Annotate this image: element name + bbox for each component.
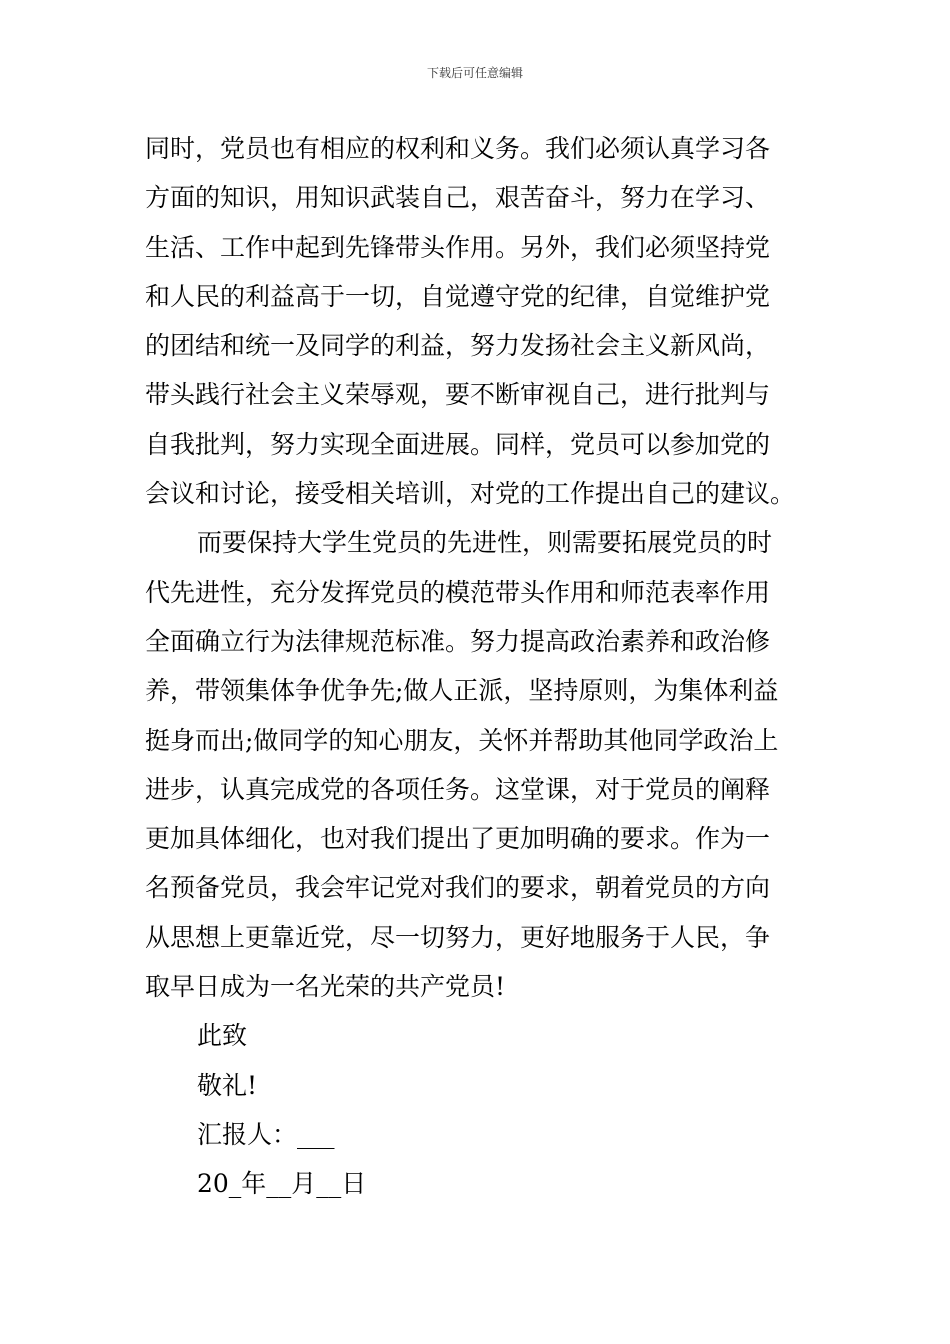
paragraph-line: 和人民的利益高于一切，自觉遵守党的纪律，自觉维护党 (145, 281, 771, 311)
paragraph-line: 同时，党员也有相应的权利和义务。我们必须认真学习各 (145, 134, 771, 163)
date-line: 20_年__月__日 (197, 1169, 367, 1199)
closing-line: 此致 (197, 1021, 248, 1051)
salute-line: 敬礼! (197, 1070, 258, 1100)
paragraph-line: 从思想上更靠近党，尽一切努力，更好地服务于人民，争 (145, 922, 771, 952)
paragraph-line: 养，带领集体争优争先;做人正派，坚持原则，为集体利益 (145, 676, 779, 706)
paragraph-line: 更加具体细化，也对我们提出了更加明确的要求。作为一 (145, 824, 771, 854)
paragraph-line: 挺身而出;做同学的知心朋友，关怀并帮助其他同学政治上 (145, 725, 779, 755)
paragraph-line: 而要保持大学生党员的先进性，则需要拓展党员的时 (197, 528, 773, 558)
paragraph-line: 自我批判，努力实现全面进展。同样，党员可以参加党的 (145, 429, 771, 459)
paragraph-line: 带头践行社会主义荣辱观，要不断审视自己，进行批判与 (145, 380, 771, 410)
paragraph-line: 的团结和统一及同学的利益，努力发扬社会主义新风尚， (145, 331, 771, 361)
reporter-line: 汇报人：___ (197, 1119, 335, 1149)
paragraph-line: 方面的知识，用知识武装自己，艰苦奋斗，努力在学习、 (145, 183, 771, 213)
paragraph-line: 生活、工作中起到先锋带头作用。另外，我们必须坚持党 (145, 232, 771, 262)
document-body (145, 124, 805, 1209)
page-header: 下载后可任意编辑 (426, 66, 523, 80)
paragraph-line: 全面确立行为法律规范标准。努力提高政治素养和政治修 (145, 626, 771, 656)
paragraph-line: 名预备党员，我会牢记党对我们的要求，朝着党员的方向 (145, 873, 771, 903)
paragraph-line: 代先进性，充分发挥党员的模范带头作用和师范表率作用 (145, 577, 771, 607)
paragraph-line: 进步，认真完成党的各项任务。这堂课，对于党员的阐释 (145, 774, 771, 804)
paragraph-line: 取早日成为一名光荣的共产党员! (145, 972, 506, 1002)
paragraph-line: 会议和讨论，接受相关培训，对党的工作提出自己的建议。 (145, 479, 796, 509)
